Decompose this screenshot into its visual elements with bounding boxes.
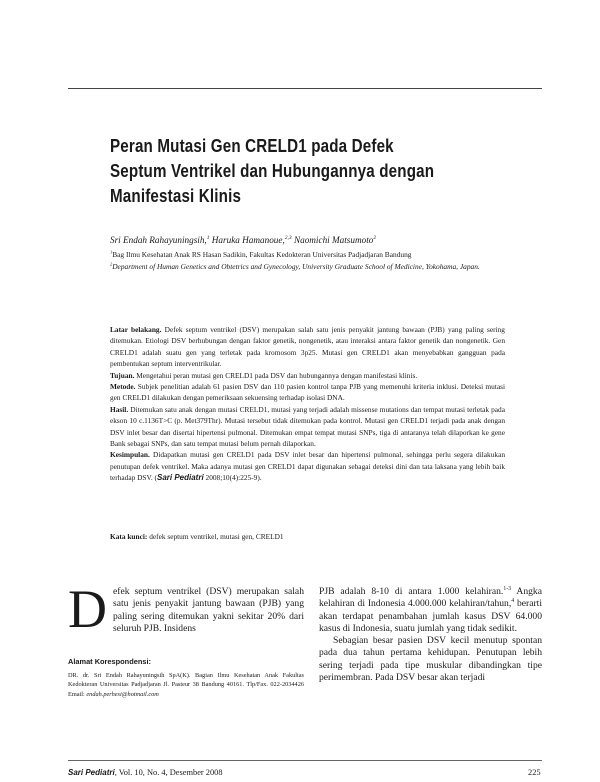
abstract (110, 324, 505, 484)
email-address: endah.perhesi@hotmail.com (86, 690, 159, 698)
author-list: Sri Endah Rahayuningsih,$^1$ Haruka Hamanoue,$^{2,3}$ Naomichi Matsumoto$^2$ (110, 234, 377, 245)
abstract-conclusion: Kesimpulan. Didapatkan mutasi gen CRELD1 pada DSV inlet besar dan hipertensi pulmonal, sehingga perlu segera dilakukan penutupan defek ventrikel. Maka adanya mutasi gen CRELD1 dapat digunakan sebagai deteksi dini dan tata laksana yang lebih baik terhadap DSV. (Sari Pediatri 2008;10(4):225-9). (110, 450, 505, 483)
abstract-background: Latar belakang. Defek septum ventrikel (DSV) merupakan salah satu jenis penyakit jantung bawaan (PJB) yang paling sering ditemukan. Etiologi DSV berhubungan dengan faktor genetik, nongenetik, atau interaksi antara faktor genetik dan nongenetik. Gen CRELD1 adalah suatu gen yang terletak pada kromosom 3p25. Mutasi gen CRELD1 akan menyebabkan gangguan pada pembentukan septum interventrikular. (110, 325, 505, 369)
author-2: Haruka Hamanoue, (211, 235, 285, 245)
running-footer: Sari Pediatri, Vol. 10, No. 4, Desember 2008 (68, 768, 223, 777)
author-3: Naomichi Matsumoto (293, 235, 374, 245)
journal-name: Sari Pediatri (68, 768, 115, 777)
abstract-result: Hasil. Ditemukan satu anak dengan mutasi CRELD1, mutasi yang terjadi adalah missense mutations dan tempat mutasi terletak pada ekson 10 c.1136T>C (p. Met379Thr). Mutasi tersebut tidak ditemukan pada kontrol. Mutasi gen CRELD1 terjadi pada anak dengan DSV inlet besar dan disertai hipertensi pulmonal. Ditemukan empat tempat mutasi SNPs, tiga di antaranya telah dilaporkan ke gene Bank sebagai SNPs, dan satu tempat mutasi belum pernah dilaporkan. (110, 404, 505, 449)
paragraph: Sebagian besar pasien DSV kecil menutup spontan pada dua tahun pertama kehidupan. Penutupan lebih sering terjadi pada tipe muskular dibandingkan tipe perimembran. Pada DSV besar akan terjadi (319, 635, 542, 684)
affiliation-2: Department of Human Genetics and Obtetrics and Gynecology, University Graduate School of Medicine, Yokohama, Japan. (112, 261, 480, 271)
paragraph: PJB adalah 8-10 di antara 1.000 kelahiran.$^{1-3}$ Angka kelahiran di Indonesia 4.000.000 kelahiran/tahun,$^4$ berarti akan terdapat penambahan jumlah kasus DSV 64.000 kasus di Indonesia, suatu jumlah yang tidak sedikit. (319, 585, 542, 634)
abstract-aim: Tujuan. Mengetahui peran mutasi gen CRELD1 pada DSV dan hubungannya dengan manifestasi klinis. (110, 370, 418, 380)
correspondence-heading: Alamat Korespondensi: (68, 657, 151, 666)
body-column-right (319, 586, 542, 684)
abstract-method: Metode. Subjek penelitian adalah 61 pasien DSV dan 110 pasien kontrol tanpa PJB yang memenuhi kriteria inklusi. Deteksi mutasi gen CRELD1 dilakukan dengan pemeriksaan sekuensing terhadap isolasi DNA. (110, 382, 505, 403)
affiliation-1: Bag Ilmu Kesehatan Anak RS Hasan Sadikin, Fakultas Kedokteran Universitas Padjadjaran Bandung (112, 250, 412, 259)
body-column-left: Defek septum ventrikel (DSV) merupakan salah satu jenis penyakit jantung bawaan (PJB) yang paling sering ditemukan yakni sekitar 20% dari seluruh PJB. Insidens (68, 579, 304, 639)
keywords: Kata kunci: defek septum ventrikel, mutasi gen, CRELD1 (110, 532, 284, 541)
article-title: Peran Mutasi Gen CRELD1 pada Defek Septum Ventrikel dan Hubungannya dengan Manifestasi Klinis (110, 135, 435, 206)
correspondence-address: Alamat Korespondensi: DR. dr. Sri Endah Rahayuningsih SpA(K). Bagian Ilmu Kesehatan Anak Fakultas Kedokteran Universitas Padjadjaran Jl. Pasteur 38 Bandung 40161. Tlp/Fax. 022-2034426 Email: endah.perhesi@hotmail.com (68, 657, 304, 698)
top-rule (68, 88, 542, 89)
author-1: Sri Endah Rahayuningsih, (110, 235, 207, 245)
page-number: 225 (528, 768, 541, 777)
bottom-rule (68, 760, 542, 761)
affiliations: $^1$Bag Ilmu Kesehatan Anak RS Hasan Sadikin, Fakultas Kedokteran Universitas Padjadjaran Bandung $^2$Department of Human Genetics and Obtetrics and Gynecology, University Graduate School of Medicine, Yokohama, Japan. (110, 249, 480, 271)
drop-cap: D (68, 579, 107, 639)
journal-name: Sari Pediatri (156, 473, 204, 483)
